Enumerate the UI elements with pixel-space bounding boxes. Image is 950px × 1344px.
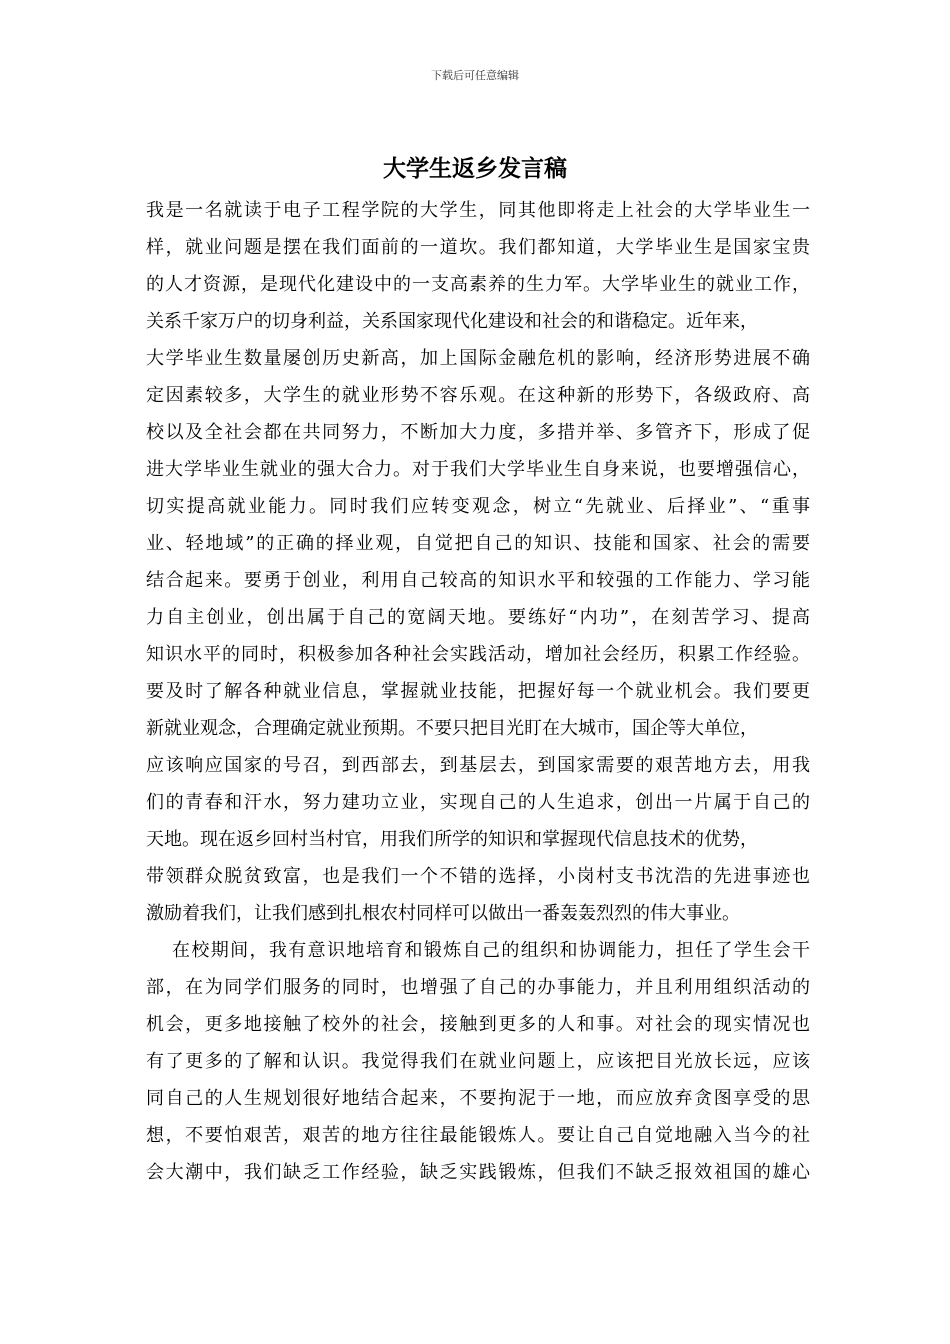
document-body	[146, 192, 810, 1191]
paragraph-2	[146, 932, 810, 1191]
text-line: 天地。现在返乡回村当村官，用我们所学的知识和掌握现代信息技术的优势，	[146, 829, 758, 850]
text-line: 校以及全社会都在共同努力，不断加大力度，多措并举、多管齐下，形成了促	[146, 422, 810, 443]
text-line: 新就业观念，合理确定就业预期。不要只把目光盯在大城市，国企等大单位，	[146, 718, 758, 739]
text-line: 结合起来。要勇于创业，利用自己较高的知识水平和较强的工作能力、学习能	[146, 570, 810, 591]
text-line: 激励着我们，让我们感到扎根农村同样可以做出一番轰轰烈烈的伟大事业。	[146, 903, 740, 924]
text-line: 进大学毕业生就业的强大合力。对于我们大学毕业生自身来说，也要增强信心，	[146, 459, 810, 480]
text-line: 业、轻地域”的正确的择业观，自觉把自己的知识、技能和国家、社会的需要	[146, 533, 810, 554]
text-line: 想，不要怕艰苦，艰苦的地方往往最能锻炼人。要让自己自觉地融入当今的社	[146, 1125, 810, 1146]
text-line: 的人才资源，是现代化建设中的一支高素养的生力军。大学毕业生的就业工作，	[146, 274, 810, 295]
text-line: 要及时了解各种就业信息，掌握就业技能，把握好每一个就业机会。我们要更	[146, 681, 810, 702]
header-note: 下载后可任意编辑	[431, 69, 519, 82]
text-line: 样，就业问题是摆在我们面前的一道坎。我们都知道，大学毕业生是国家宝贵	[146, 237, 810, 258]
page-title: 大学生返乡发言稿	[383, 156, 567, 182]
text-line: 关系千家万户的切身利益，关系国家现代化建设和社会的和谐稳定。近年来，	[146, 311, 758, 332]
paragraph-1	[146, 192, 810, 932]
text-line: 会大潮中，我们缺乏工作经验，缺乏实践锻炼，但我们不缺乏报效祖国的雄心	[146, 1162, 810, 1183]
text-line: 力自主创业，创出属于自己的宽阔天地。要练好“内功”，在刻苦学习、提高	[146, 607, 810, 628]
text-line: 同自己的人生规划很好地结合起来，不要拘泥于一地，而应放弃贪图享受的思	[146, 1088, 810, 1109]
text-line: 们的青春和汗水，努力建功立业，实现自己的人生追求，创出一片属于自己的	[146, 792, 810, 813]
text-line: 带领群众脱贫致富，也是我们一个不错的选择，小岗村支书沈浩的先进事迹也	[146, 866, 810, 887]
text-line: 切实提高就业能力。同时我们应转变观念，树立“先就业、后择业”、“重事	[146, 496, 810, 517]
text-line: 在校期间，我有意识地培育和锻炼自己的组织和协调能力，担任了学生会干	[172, 940, 810, 961]
text-line: 机会，更多地接触了校外的社会，接触到更多的人和事。对社会的现实情况也	[146, 1014, 810, 1035]
text-line: 我是一名就读于电子工程学院的大学生，同其他即将走上社会的大学毕业生一	[146, 200, 810, 221]
text-line: 有了更多的了解和认识。我觉得我们在就业问题上，应该把目光放长远，应该	[146, 1051, 810, 1072]
text-line: 应该响应国家的号召，到西部去，到基层去，到国家需要的艰苦地方去，用我	[146, 755, 810, 776]
text-line: 部，在为同学们服务的同时，也增强了自己的办事能力，并且利用组织活动的	[146, 977, 810, 998]
text-line: 大学毕业生数量屡创历史新高，加上国际金融危机的影响，经济形势进展不确	[146, 348, 810, 369]
text-line: 知识水平的同时，积极参加各种社会实践活动，增加社会经历，积累工作经验。	[146, 644, 810, 665]
text-line: 定因素较多，大学生的就业形势不容乐观。在这种新的形势下，各级政府、高	[146, 385, 810, 406]
